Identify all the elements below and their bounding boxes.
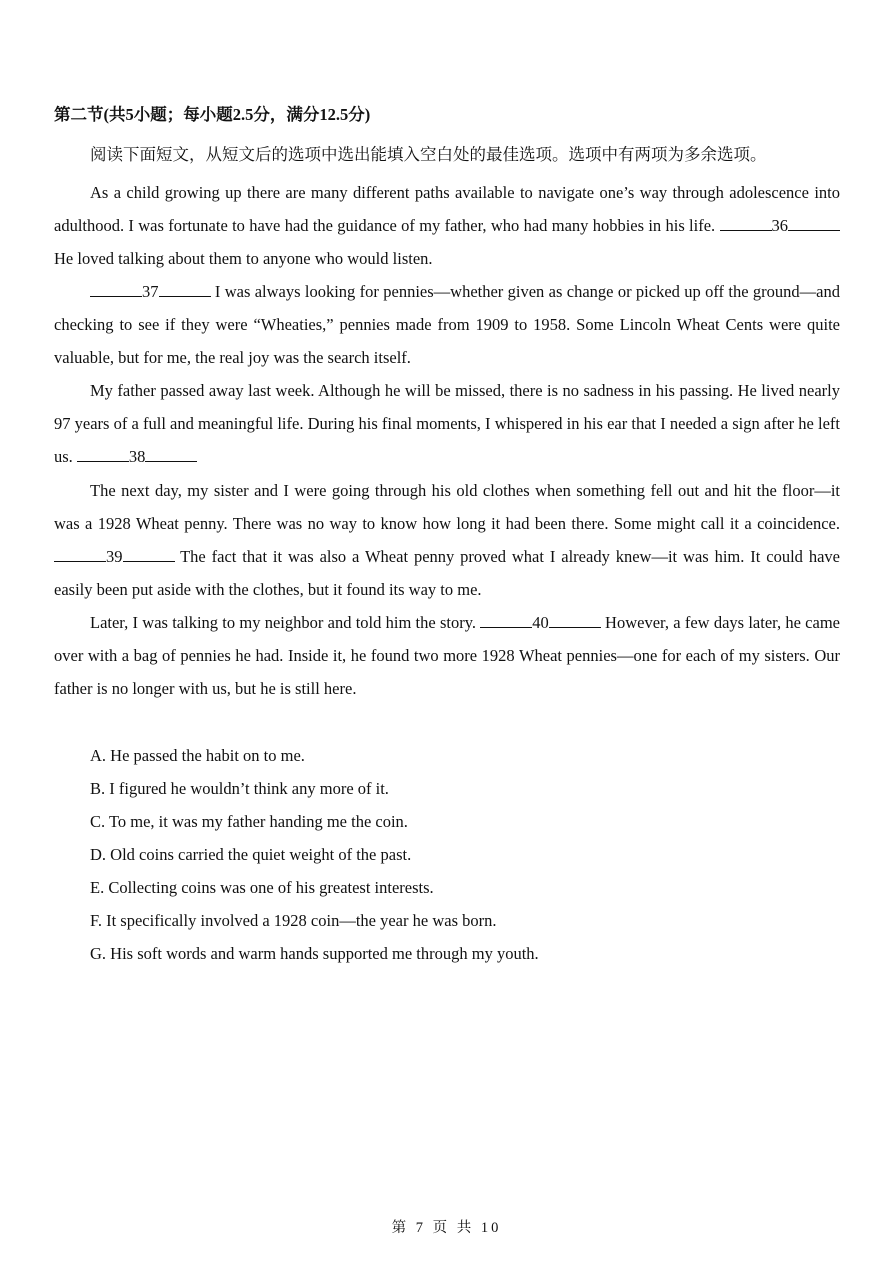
section-title: 第二节(共5小题；每小题2.5分，满分12.5分) [54, 105, 371, 124]
instruction-text: 阅读下面短文，从短文后的选项中选出能填入空白处的最佳选项。选项中有两项为多余选项。 [90, 145, 767, 164]
option-g: G. His soft words and warm hands supported me through my youth. [90, 944, 539, 963]
paragraph-3 [54, 374, 840, 473]
paragraph-4 [54, 474, 840, 606]
paragraph-text: He loved talking about them to anyone who would listen. [54, 249, 433, 268]
paragraph-5 [54, 606, 840, 705]
paragraph-text: The next day, my sister and I were going through his old clothes when something fell out and hit the floor—it was a 1928 Wheat penny. There was no way to know how long it had been there. Some might call it a coincidence. [54, 481, 840, 533]
paragraph-text: However, a few days later, he came over with a bag of pennies he had. Inside it, he found two more 1928 Wheat pennies—one for each of my sisters. Our father is no longer with us, but he is still here. [54, 613, 840, 698]
option-f: F. It specifically involved a 1928 coin—the year he was born. [90, 911, 497, 930]
answer-blank: 38 [77, 447, 198, 466]
answer-blank: 40 [480, 613, 601, 632]
option-a: A. He passed the habit on to me. [90, 746, 305, 765]
paragraph-text: The fact that it was also a Wheat penny proved what I already knew—it was him. It could have easily been put aside with the clothes, but it found its way to me. [54, 547, 840, 599]
paragraph-text: I was always looking for pennies—whether given as change or picked up off the ground—and checking to see if they were “Wheaties,” pennies made from 1909 to 1958. Some Lincoln Wheat Cents were quite valuable, but for me, the real joy was the search itself. [54, 282, 840, 367]
answer-blank: 37 [90, 282, 211, 301]
answer-blank: 39 [54, 547, 175, 566]
paragraph-1 [54, 176, 840, 275]
paragraph-2 [54, 275, 840, 374]
option-e: E. Collecting coins was one of his greatest interests. [90, 878, 434, 897]
paragraph-text: As a child growing up there are many different paths available to navigate one’s way through adolescence into adulthood. I was fortunate to have had the guidance of my father, who had many hobbies in his life. [54, 183, 840, 235]
option-c: C. To me, it was my father handing me the coin. [90, 812, 408, 831]
page-footer: 第 7 页 共 10 [391, 1220, 502, 1236]
paragraph-text: My father passed away last week. Although he will be missed, there is no sadness in his passing. He lived nearly 97 years of a full and meaningful life. During his final moments, I whispered in his ear that I needed a sign after he left us. [54, 381, 840, 466]
option-d: D. Old coins carried the quiet weight of the past. [90, 845, 412, 864]
options-list [90, 739, 539, 970]
option-b: B. I figured he wouldn’t think any more of it. [90, 779, 389, 798]
paragraph-text: Later, I was talking to my neighbor and told him the story. [90, 613, 481, 632]
answer-blank: 36 [720, 216, 841, 235]
